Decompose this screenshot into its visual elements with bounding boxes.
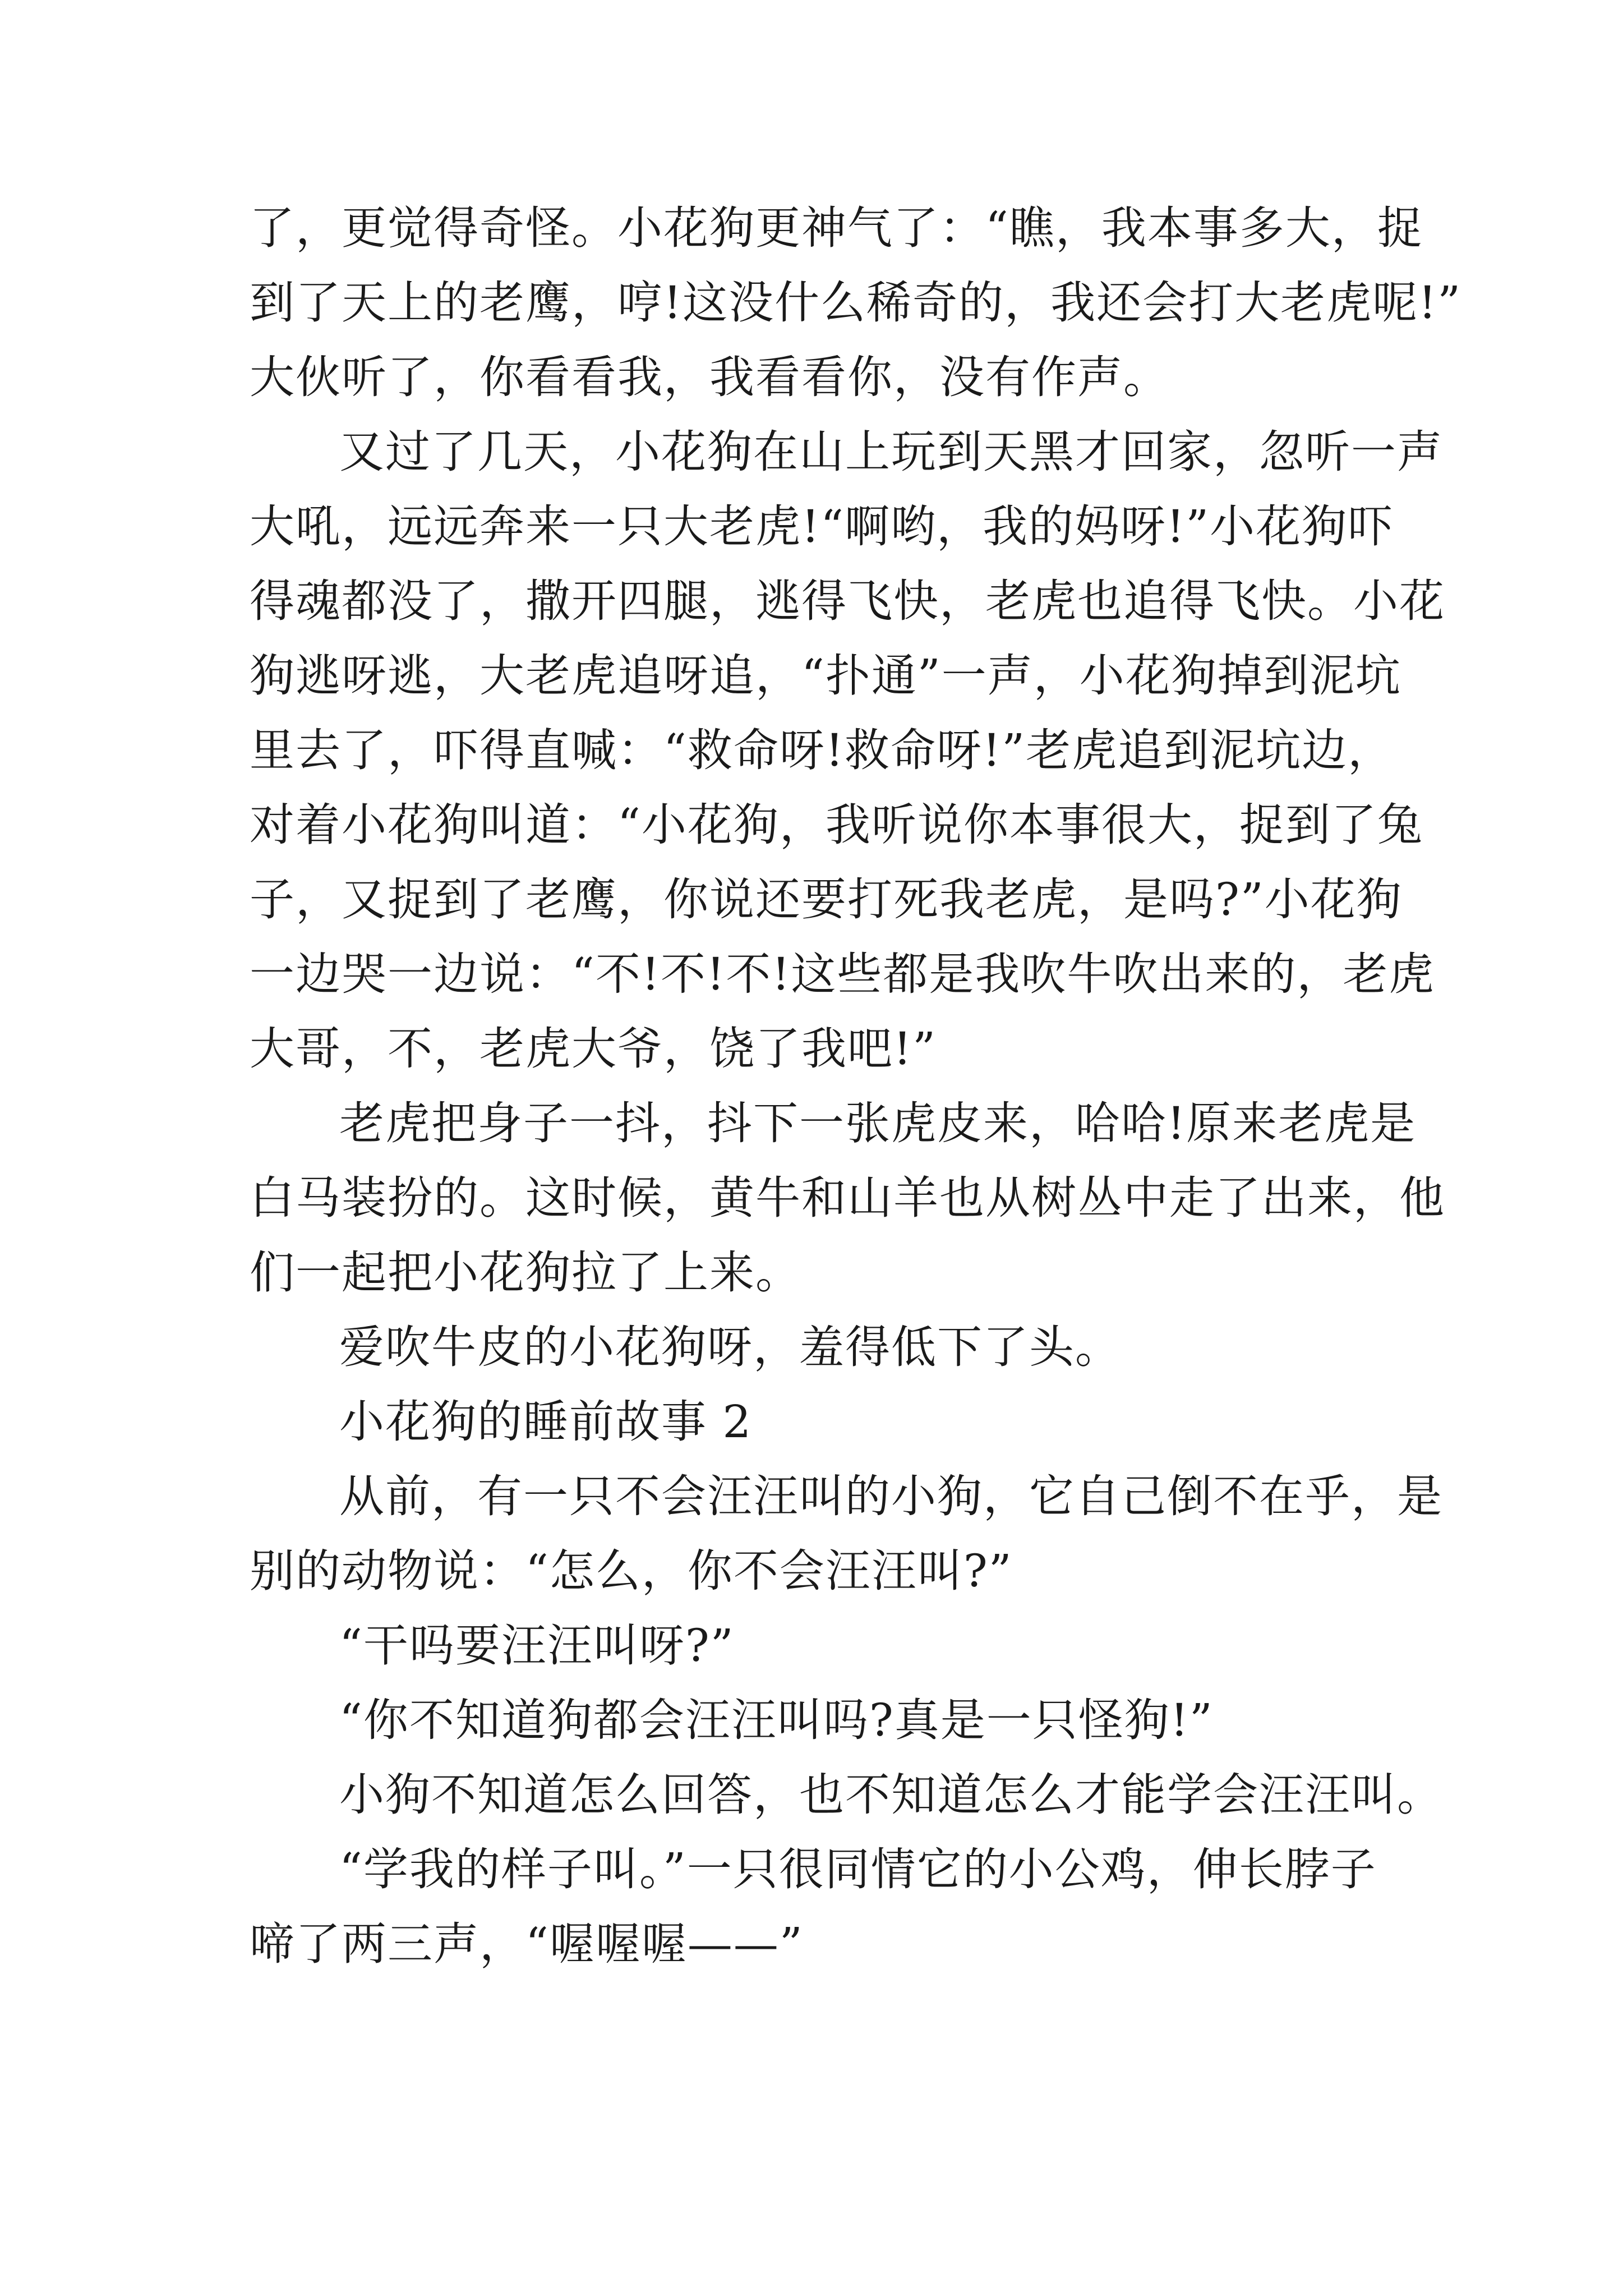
- text-line: “干吗要汪汪叫呀?”: [339, 1619, 735, 1672]
- text-line: 大伙听了，你看看我，我看看你，没有作声。: [250, 351, 1169, 403]
- text-line: 大吼，远远奔来一只大老虎!“啊哟，我的妈呀!”小花狗吓: [250, 500, 1394, 553]
- text-line: 狗逃呀逃，大老虎追呀追，“扑通”一声，小花狗掉到泥坑: [250, 650, 1401, 702]
- text-line: 老虎把身子一抖，抖下一张虎皮来，哈哈!原来老虎是: [339, 1097, 1417, 1149]
- text-line: 又过了几天，小花狗在山上玩到天黑才回家，忽听一声: [339, 426, 1443, 478]
- text-line: 们一起把小花狗拉了上来。: [250, 1246, 801, 1299]
- text-line: “学我的样子叫。”一只很同情它的小公鸡，伸长脖子: [339, 1843, 1377, 1895]
- text-line: 到了天上的老鹰，哼!这没什么稀奇的，我还会打大老虎呢!”: [250, 277, 1462, 329]
- text-line: 了，更觉得奇怪。小花狗更神气了：“瞧，我本事多大，捉: [250, 202, 1423, 254]
- text-line: 爱吹牛皮的小花狗呀，羞得低下了头。: [339, 1321, 1121, 1373]
- story-text: [250, 191, 1462, 1981]
- text-line: 啼了两三声，“喔喔喔——”: [250, 1918, 804, 1970]
- text-line: 子，又捉到了老鹰，你说还要打死我老虎，是吗?”小花狗: [250, 873, 1403, 926]
- text-line: 一边哭一边说：“不!不!不!这些都是我吹牛吹出来的，老虎: [250, 948, 1435, 1000]
- text-line: 白马装扮的。这时候，黄牛和山羊也从树丛中走了出来，他: [250, 1172, 1445, 1224]
- text-line: 大哥，不，老虎大爷，饶了我吧!”: [250, 1023, 937, 1075]
- section-heading: 小花狗的睡前故事 2: [339, 1396, 753, 1448]
- text-line: 得魂都没了，撒开四腿，逃得飞快，老虎也追得飞快。小花: [250, 575, 1445, 627]
- text-line: “你不知道狗都会汪汪叫吗?真是一只怪狗!”: [339, 1694, 1214, 1746]
- text-line: 对着小花狗叫道：“小花狗，我听说你本事很大，捉到了兔: [250, 799, 1423, 851]
- text-line: 里去了，吓得直喊：“救命呀!救命呀!”老虎追到泥坑边，: [250, 724, 1394, 776]
- text-line: 别的动物说：“怎么，你不会汪汪叫?”: [250, 1545, 1013, 1597]
- text-line: 从前，有一只不会汪汪叫的小狗，它自己倒不在乎，是: [339, 1470, 1443, 1522]
- text-line: 小狗不知道怎么回答，也不知道怎么才能学会汪汪叫。: [339, 1769, 1443, 1821]
